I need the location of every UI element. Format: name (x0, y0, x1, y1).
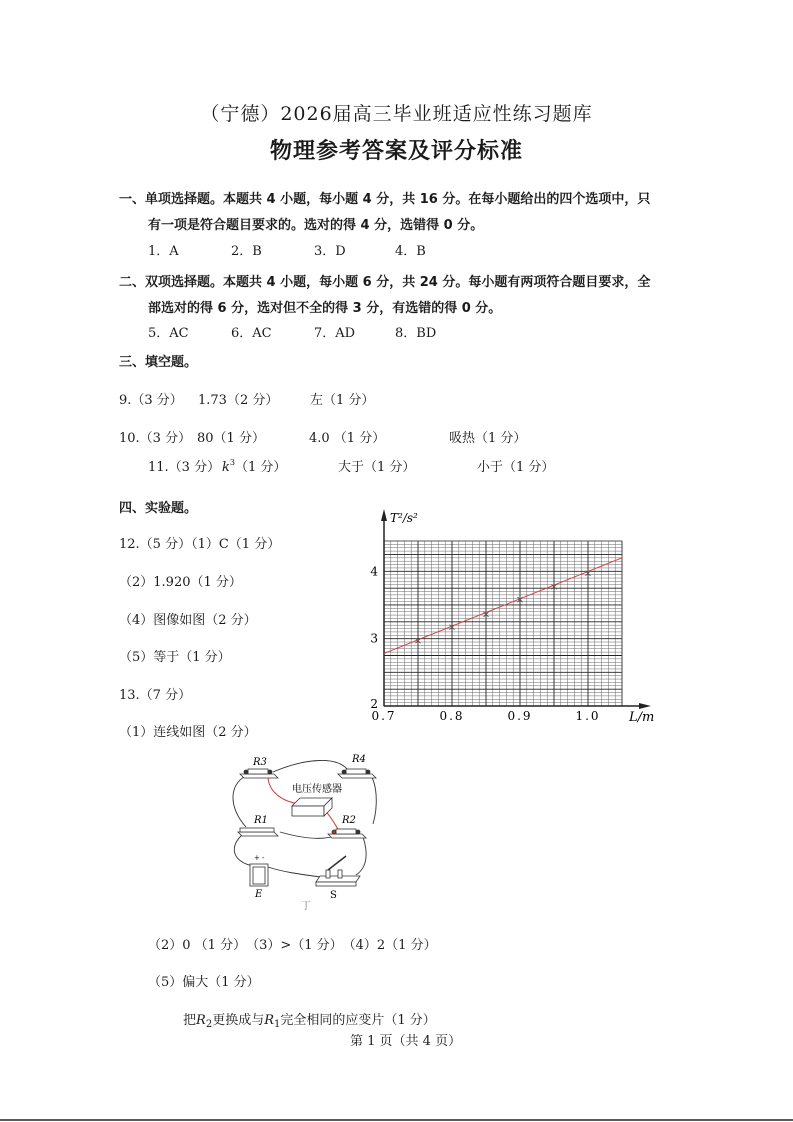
q11-answer2: 大于（1 分） (338, 460, 416, 475)
q10-answer1: 80（1 分） (197, 431, 265, 446)
q13-r2-sub: 2 (205, 1019, 213, 1030)
chart-x-axis-label: L/m (629, 710, 655, 725)
chart-x-tick-label: 0.7 (371, 709, 397, 723)
q11-var: k (222, 460, 230, 475)
label-r3: R3 (253, 757, 267, 768)
q12-line4: （5）等于（1 分） (119, 650, 231, 665)
answer-4: 4．B (395, 244, 426, 259)
chart-y-axis-label: T²/s² (390, 511, 418, 525)
section3-heading: 三、填空题。 (119, 355, 198, 370)
section4-heading: 四、实验题。 (119, 501, 198, 516)
q11-answer3: 小于（1 分） (477, 460, 555, 475)
q12-line2: （2）1.920（1 分） (119, 575, 242, 590)
wire-battery-switch (268, 867, 328, 878)
q13-line5-pre: 把 (183, 1013, 197, 1028)
section1-heading-line1: 一、单项选择题。本题共 4 小题，每小题 4 分，共 16 分。在每小题给出的四个选项中，只 (119, 192, 651, 207)
page-bottom-border (0, 1119, 793, 1121)
wire-r3-r4 (273, 760, 348, 772)
q9-answer1: 1.73（2 分） (198, 393, 279, 408)
resistor-r4 (338, 769, 376, 778)
chart-y-tick-labels (370, 564, 378, 711)
answer-1: 1．A (148, 244, 179, 259)
wire-r4-r2 (368, 772, 376, 824)
resistor-r3 (240, 769, 278, 778)
q9-answer2: 左（1 分） (310, 393, 375, 408)
wire-r2-switch (356, 837, 366, 875)
chart-x-tick-label: 0.8 (439, 709, 465, 723)
q13-line5 (183, 1009, 436, 1030)
q13-line1: 13.（7 分） (119, 688, 192, 703)
chart-grid-major (384, 541, 622, 706)
circuit-diagram (228, 752, 388, 912)
label-sensor: 电压传感器 (292, 784, 342, 795)
q11-score: （1 分） (234, 460, 287, 475)
battery (250, 864, 268, 886)
q13-line2: （1）连线如图（2 分） (119, 725, 257, 740)
label-battery: E (255, 889, 263, 900)
chart-grid-minor (384, 541, 622, 706)
chart-x-axis-arrow (639, 703, 651, 709)
chart-x-tick-labels (371, 709, 600, 723)
section1-heading-line2: 有一项是符合题目要求的。选对的得 4 分，选错得 0 分。 (148, 218, 484, 233)
page-number: 第 1 页（共 4 页） (350, 1034, 462, 1049)
document-subtitle: （宁德）2026届高三毕业班适应性练习题库 (200, 103, 593, 125)
label-switch: S (330, 890, 337, 901)
switch (316, 856, 360, 886)
section2-heading-line2: 部选对的得 6 分，选对但不全的得 3 分，有选错的得 0 分。 (148, 301, 502, 316)
answer-8: 8．BD (395, 326, 437, 341)
figure-label: 丁 (301, 901, 311, 912)
chart-plot-border (384, 541, 622, 706)
voltage-sensor (292, 798, 332, 816)
resistor-r1 (238, 828, 278, 836)
chart-y-tick-label: 2 (370, 697, 378, 711)
answer-6: 6．AC (231, 326, 272, 341)
q12-line3: （4）图像如图（2 分） (119, 613, 257, 628)
q11-sup: 3 (229, 458, 235, 467)
label-r4: R4 (352, 754, 366, 765)
q13-r2: R (196, 1013, 206, 1028)
resistor-r2 (328, 829, 366, 838)
battery-terminals: + - (254, 854, 265, 862)
q10-answer2: 4.0 （1 分） (309, 431, 386, 446)
chart-x-tick-label: 1.0 (575, 709, 601, 723)
q13-line3: （2）0 （1 分） （3）>（1 分） （4）2（1 分） (148, 938, 437, 953)
chart-y-tick-label: 4 (370, 564, 378, 579)
answer-7: 7．AD (314, 326, 356, 341)
chart-x-tick-label: 0.9 (507, 709, 533, 723)
section2-heading-line1: 二、双项选择题。本题共 4 小题，每小题 6 分，共 24 分。每小题有两项符合题目要求，全 (119, 275, 651, 290)
q13-line5-post: 完全相同的应变片（1 分） (280, 1013, 436, 1028)
q10-answer3: 吸热（1 分） (449, 431, 527, 446)
q13-line4: （5）偏大（1 分） (148, 975, 260, 990)
wire-r1-battery (234, 834, 253, 866)
label-r2: R2 (342, 815, 356, 826)
q9-label: 9.（3 分） (119, 393, 183, 408)
q13-r1: R (264, 1013, 274, 1028)
chart-points (416, 571, 591, 643)
q11-label: 11.（3 分） (148, 460, 221, 475)
answer-5: 5．AC (148, 326, 189, 341)
q10-label: 10.（3 分） (119, 431, 192, 446)
wire-r3-r1 (233, 774, 250, 827)
chart-y-axis-arrow (381, 509, 387, 521)
document-title: 物理参考答案及评分标准 (269, 139, 523, 164)
t2-vs-l-chart (355, 505, 675, 730)
q11-answer1 (222, 456, 286, 475)
answer-3: 3．D (314, 244, 346, 259)
q12-line1: 12.（5 分）（1）C（1 分） (119, 537, 281, 552)
q13-line5-mid: 更换成与 (212, 1013, 265, 1028)
label-r1: R1 (254, 815, 268, 826)
q13-r1-sub: 1 (274, 1019, 281, 1030)
answer-2: 2．B (231, 244, 262, 259)
chart-y-tick-label: 3 (370, 631, 378, 646)
